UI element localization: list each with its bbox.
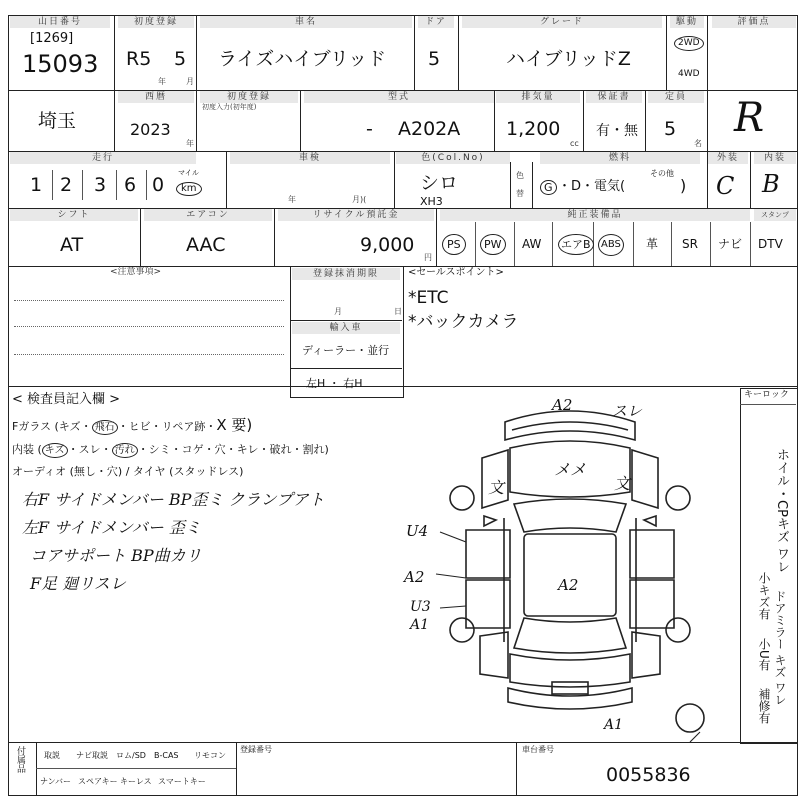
acc-plate: ナンバー (40, 777, 72, 786)
month-suffix: 月 (186, 77, 194, 86)
drive-2wd: 2WD (674, 36, 704, 51)
equip-pw-circled: PW (480, 234, 506, 255)
color-label: 色(Col.No) (396, 152, 510, 164)
mileage-digit: 2 (60, 174, 73, 196)
mark-roof: A2 (558, 576, 579, 594)
deadline-day: 日 (394, 307, 402, 316)
drive-4wd: 4WD (678, 69, 700, 79)
lot-bracket: [1269] (30, 31, 74, 46)
recycle-unit: 円 (424, 253, 432, 262)
col-line (196, 15, 197, 90)
col-line (510, 162, 511, 208)
recolor-2: 替 (516, 189, 524, 198)
equip-sunroof: SR (682, 237, 698, 251)
fglass-line (12, 418, 252, 435)
ac-value: AAC (186, 234, 226, 256)
acc-navi-manual: ナビ取説 (76, 751, 108, 760)
ac-label: エアコン (144, 209, 272, 221)
interior-rest: ・スレ・ (67, 443, 112, 456)
row-line (8, 795, 798, 796)
mileage-label: 走行 (10, 152, 196, 164)
plate (552, 682, 588, 694)
side-text-wheel: ホイル・CPキズ ワレ (774, 448, 789, 574)
digit-divider (82, 170, 83, 200)
interior-tail: ・シミ・コゲ・穴・キレ・破れ・割れ) (137, 443, 329, 456)
reg-number-label: 登録番号 (240, 745, 272, 754)
col-line (458, 15, 459, 90)
acc-remote: リモコン (194, 751, 226, 760)
door-label: ドア (418, 16, 454, 28)
col-line (583, 90, 584, 151)
first-reg-month: 5 (174, 48, 187, 70)
import-label: 輸入車 (292, 322, 400, 334)
row-line (290, 368, 402, 369)
stamp-label: スタンプ (754, 209, 796, 221)
fglass-mark: X 要) (216, 416, 253, 434)
col-line (532, 162, 533, 208)
handle-side: 左H ・ 右H (306, 377, 363, 390)
side-text-repair: 補修有 (757, 688, 771, 724)
mark-left-rear-fender-a1: A1 (410, 617, 430, 633)
warranty-label: 保証書 (586, 91, 642, 103)
col-line (707, 15, 708, 210)
chassis-number: 0055836 (606, 764, 691, 786)
fuel-close: ) (680, 176, 687, 195)
mark-left-front-door: U4 (406, 522, 429, 540)
equip-divider (633, 222, 634, 266)
inspection-year: 年 (288, 195, 296, 204)
score-label: 評価点 (712, 16, 796, 28)
sales-point: *ETC (408, 288, 449, 308)
equip-divider (750, 222, 751, 266)
col-line (666, 15, 667, 90)
col-line (114, 15, 115, 90)
acc-spare-key: スペアキー (78, 777, 118, 786)
col-line (274, 208, 275, 266)
side-text-small-scratch: 小キズ有 (757, 572, 771, 620)
recycle-label: リサイクル預託金 (278, 209, 434, 221)
inspection-label: 車検 (230, 152, 390, 164)
model-label: 型式 (304, 91, 494, 103)
equip-divider (475, 222, 476, 266)
equip-abs-circled: ABS (598, 234, 624, 256)
displacement: 1,200 (506, 118, 561, 140)
displacement-label: 排気量 (496, 91, 580, 103)
deadline-month: 月 (334, 307, 342, 316)
caution-label: <注意事項> (110, 267, 162, 277)
mark-right-fender: 文 (614, 474, 631, 493)
mileage-digit: 6 (124, 174, 137, 196)
interior-circled-2: 汚れ (112, 443, 138, 458)
mark-front-scuff: スレ (612, 402, 643, 420)
overall-score: R (734, 95, 765, 141)
lot-label: 山日番号 (10, 16, 110, 28)
row-line (8, 742, 798, 743)
model-year: 2023 (130, 120, 171, 139)
grade-label: グレード (462, 16, 662, 28)
col-line (516, 742, 517, 795)
right-front-fender (632, 450, 658, 508)
year-suffix: 年 (158, 77, 166, 86)
shift-value: AT (60, 234, 84, 256)
model-prefix: - (366, 118, 373, 140)
equip-airbag-circled: エアB (558, 234, 594, 255)
interior-line (12, 443, 329, 458)
rear-bumper (508, 688, 632, 709)
year-label: 西暦 (118, 91, 194, 103)
reg-deadline-label: 登録抹消期限 (292, 268, 400, 280)
equip-leather: 革 (646, 237, 659, 251)
handwritten-note: F足 廻リスレ (30, 574, 126, 593)
digit-divider (52, 170, 53, 200)
equip-navi: ナビ (718, 237, 743, 251)
audio-tire-line: オーディオ (無し・穴) / タイヤ (スタッドレス) (12, 465, 244, 478)
inspector-title: < 検査員記入欄 > (12, 392, 121, 407)
grade: ハイブリッドZ (506, 48, 631, 70)
mark-front-a2: A2 (552, 396, 573, 414)
equipment-label: 純正装備品 (440, 209, 750, 221)
mileage-digit: 0 (152, 174, 165, 196)
recycle-value: 9,000 (360, 234, 415, 256)
col-line (236, 742, 237, 795)
note-line (14, 300, 284, 301)
exterior-grade: C (716, 172, 735, 200)
note-line (14, 326, 284, 327)
equip-aw: AW (522, 237, 542, 251)
year-unit: 年 (186, 139, 194, 148)
car-name: ライズハイブリッド (218, 48, 387, 70)
col-line (8, 15, 9, 795)
col-line (494, 90, 495, 151)
equip-dtv: DTV (758, 237, 783, 251)
sales-label: <セールスポイント> (408, 267, 504, 278)
fuel-label: 燃料 (540, 152, 700, 164)
wheel (450, 618, 474, 642)
col-line (226, 151, 227, 208)
import-type: ディーラー・並行 (302, 344, 390, 357)
rear-window (514, 618, 626, 653)
fuel-options: ・D・電気( (558, 179, 626, 194)
col-line (750, 151, 751, 208)
unit-km-circled: km (176, 182, 202, 196)
equip-divider (514, 222, 515, 266)
col-line (645, 90, 646, 151)
acc-keyless: キーレス (120, 777, 152, 786)
cc-unit: cc (570, 139, 579, 148)
wheel (666, 618, 690, 642)
unit-mile: マイル (178, 169, 199, 177)
accessories-label: 付属品 (15, 746, 25, 773)
interior-circled-1: キズ (42, 443, 68, 458)
capacity: 5 (664, 118, 677, 140)
recolor-1: 色 (516, 171, 524, 180)
shift-label: シフト (10, 209, 138, 221)
handwritten-note: コアサポート BP曲カリ (30, 546, 202, 565)
interior-prefix: 内装 ( (12, 443, 42, 456)
col-line (300, 90, 301, 151)
sales-point: *バックカメラ (408, 312, 519, 332)
note-line (14, 354, 284, 355)
car-name-label: 車名 (200, 16, 412, 28)
digit-divider (116, 170, 117, 200)
fuel-gasoline-circled: G (540, 180, 557, 195)
equip-ps-circled: PS (442, 234, 466, 255)
chassis-label: 車台番号 (522, 745, 554, 754)
mark-left-fender: 文 (488, 478, 505, 497)
fglass-rest: ・ヒビ・リペア跡・ (117, 420, 217, 433)
inspection-month: 月)( (352, 195, 367, 204)
side-text-small-u: 小U有 (757, 638, 771, 671)
intro-label: 初度登録 (200, 91, 298, 103)
col-line (414, 15, 415, 90)
first-reg-label: 初度登録 (118, 16, 194, 28)
equip-divider (552, 222, 553, 266)
col-line (140, 208, 141, 266)
fuel-other: その他 (650, 169, 674, 178)
fglass-circled: 飛石 (92, 420, 118, 435)
equip-divider (671, 222, 672, 266)
acc-manual: 取説 (44, 751, 60, 760)
handwritten-note: 左F サイドメンバー 歪ミ (22, 518, 201, 537)
col-line (436, 208, 437, 266)
digit-divider (146, 170, 147, 200)
spare-wheel (676, 704, 704, 732)
key-lock-label: キーロック (744, 390, 789, 400)
intro-small: 初度入力(初年度) (202, 103, 257, 111)
col-line (196, 90, 197, 151)
interior-grade: B (762, 170, 780, 198)
mark-hood: メメ (554, 460, 587, 479)
col-line (394, 151, 395, 208)
equip-divider (710, 222, 711, 266)
model-code: A202A (398, 118, 461, 140)
acc-smart-key: スマートキー (158, 777, 206, 786)
mark-left-rear-door: A2 (404, 568, 425, 586)
era-year: R5 (126, 48, 152, 70)
region: 埼玉 (38, 110, 77, 132)
handwritten-note: 右F サイドメンバー BP歪ミ クランプアト (22, 490, 325, 509)
acc-rom-sd: ロム/SD (116, 751, 146, 760)
mark-rear-a1: A1 (604, 717, 624, 733)
row-line (36, 768, 236, 769)
fglass-prefix: Fガラス (キズ・ (12, 420, 92, 433)
mileage-digit: 1 (30, 174, 43, 196)
lot-number: 15093 (22, 50, 99, 78)
color-code: XH3 (420, 195, 443, 208)
warranty-value: 有・無 (596, 123, 638, 139)
windshield (514, 499, 626, 532)
exterior-label: 外装 (708, 152, 748, 164)
col-line (114, 90, 115, 151)
row-line (740, 404, 796, 405)
car-diagram (400, 392, 740, 742)
wheel (666, 486, 690, 510)
door-count: 5 (428, 48, 441, 70)
acc-bcas: B-CAS (154, 751, 179, 760)
mileage-digit: 3 (94, 174, 107, 196)
mark-left-rear-fender-u3: U3 (410, 599, 431, 615)
row-line (290, 320, 402, 321)
interior-label: 内装 (754, 152, 796, 164)
color: シロ (420, 172, 459, 194)
capacity-unit: 名 (694, 139, 702, 148)
drive-label: 駆動 (670, 16, 704, 28)
capacity-label: 定員 (648, 91, 704, 103)
wheel (450, 486, 474, 510)
roof (524, 534, 616, 616)
side-text-mirror: ドアミラー キズ ワレ (773, 590, 787, 706)
